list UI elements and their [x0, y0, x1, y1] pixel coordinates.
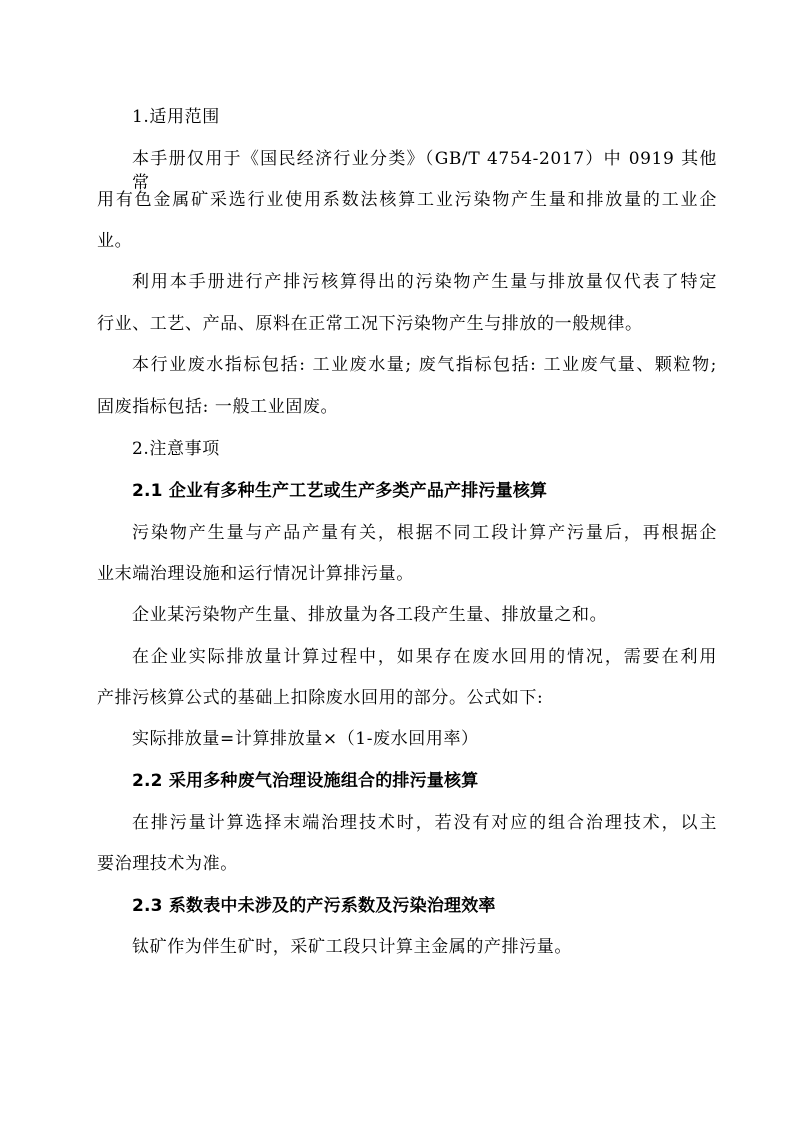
paragraph-line: 固废指标包括: 一般工业固废。	[97, 397, 339, 417]
paragraph-line: 产排污核算公式的基础上扣除废水回用的部分。公式如下:	[97, 688, 544, 708]
paragraph-line: 污染物产生量与产品产量有关，根据不同工段计算产污量后，再根据企	[132, 523, 717, 543]
subsection-2-1-title: 2.1 企业有多种生产工艺或生产多类产品产排污量核算	[132, 481, 548, 501]
paragraph-line: 要治理技术为准。	[97, 854, 238, 874]
subsection-2-2-title: 2.2 采用多种废气治理设施组合的排污量核算	[132, 771, 479, 791]
paragraph-line: 行业、工艺、产品、原料在正常工况下污染物产生与排放的一般规律。	[97, 314, 643, 334]
subsection-2-3-title: 2.3 系数表中未涉及的产污系数及污染治理效率	[132, 896, 496, 916]
paragraph-line: 钛矿作为伴生矿时，采矿工段只计算主金属的产排污量。	[132, 937, 572, 957]
paragraph-line: 本手册仅用于《国民经济行业分类》（GB/T 4754-2017）中 0919 其他常	[132, 149, 717, 193]
formula-line: 实际排放量=计算排放量×（1-废水回用率）	[132, 729, 479, 749]
paragraph-line: 业末端治理设施和运行情况计算排污量。	[97, 564, 414, 584]
section-1-heading: 1.适用范围	[132, 107, 220, 127]
paragraph-line: 本行业废水指标包括: 工业废水量; 废气指标包括: 工业废气量、颗粒物;	[132, 355, 717, 375]
paragraph-line: 用有色金属矿采选行业使用系数法核算工业污染物产生量和排放量的工业企	[97, 190, 717, 210]
paragraph-line: 在排污量计算选择末端治理技术时，若没有对应的组合治理技术，以主	[132, 813, 717, 833]
paragraph-line: 业。	[97, 231, 133, 251]
section-2-heading: 2.注意事项	[132, 439, 220, 459]
paragraph-line: 企业某污染物产生量、排放量为各工段产生量、排放量之和。	[132, 605, 608, 625]
paragraph-line: 在企业实际排放量计算过程中，如果存在废水回用的情况，需要在利用	[132, 647, 717, 667]
paragraph-line: 利用本手册进行产排污核算得出的污染物产生量与排放量仅代表了特定	[132, 272, 717, 292]
